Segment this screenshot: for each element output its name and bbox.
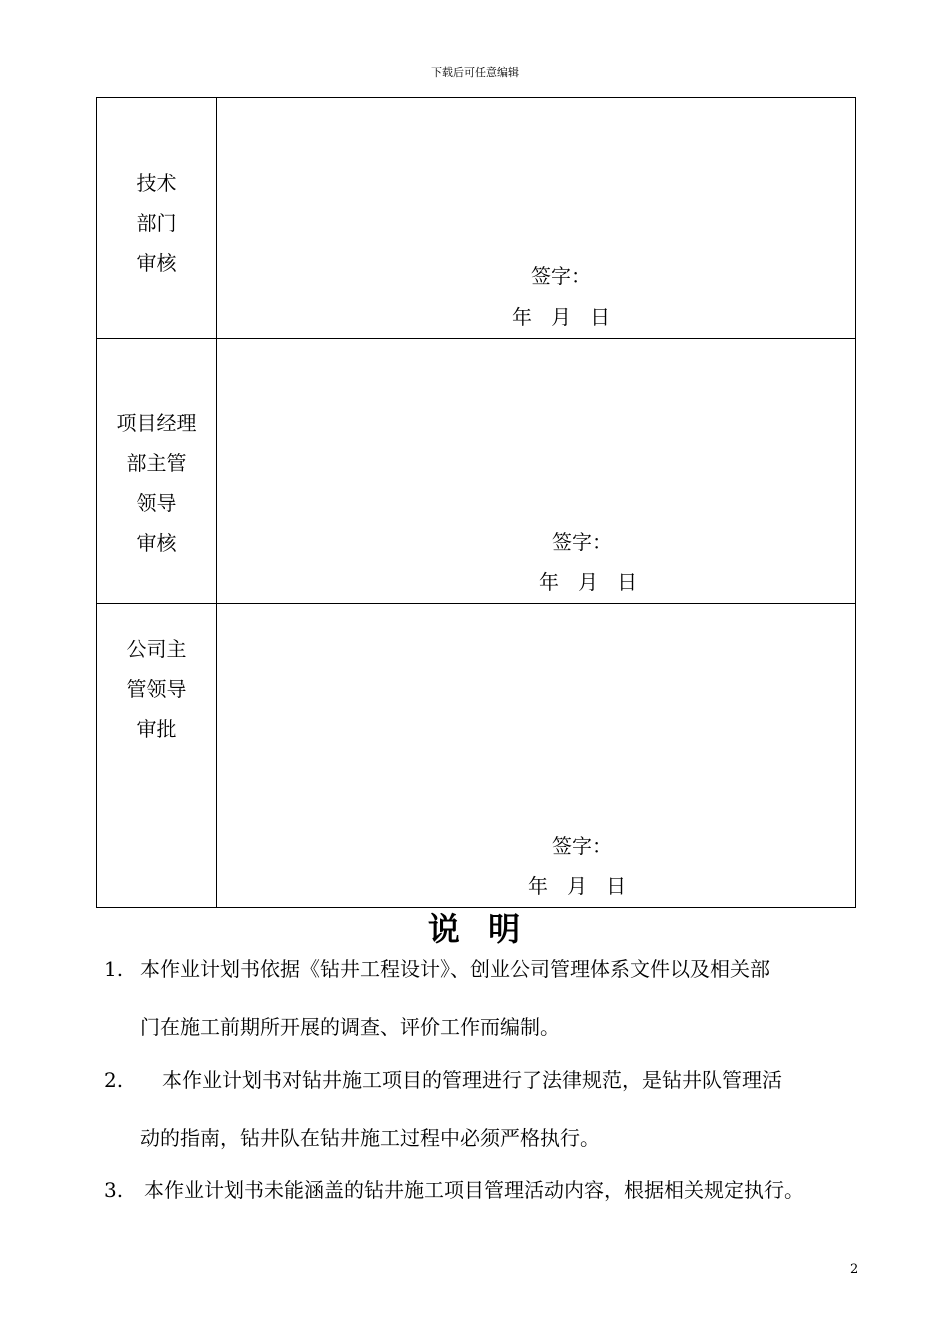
signature-label: 签字： (552, 530, 612, 554)
signature-area[interactable] (217, 604, 856, 908)
signature-area[interactable] (217, 339, 856, 604)
note-line: 本作业计划书依据《钻井工程设计》、创业公司管理体系文件以及相关部 (140, 957, 770, 981)
date-label: 年 月 日 (512, 305, 611, 329)
note-number: 3. (104, 1178, 124, 1202)
signature-label: 签字： (531, 264, 591, 288)
note-line: 本作业计划书对钻井施工项目的管理进行了法律规范，是钻井队管理活 (162, 1068, 782, 1092)
note-number: 2. (104, 1068, 124, 1092)
row-label-cell (97, 604, 217, 908)
row-label-cell (97, 98, 217, 339)
row-label-line: 部门 (136, 211, 177, 235)
row-label-line: 部主管 (126, 451, 187, 475)
row-label-cell (97, 339, 217, 604)
approval-table (96, 97, 856, 908)
row-label-line: 公司主 (126, 637, 187, 661)
signature-area[interactable] (217, 98, 856, 339)
notes-title: 说 明 (427, 910, 523, 948)
note-line: 动的指南，钻井队在钻井施工过程中必须严格执行。 (140, 1126, 600, 1150)
note-line: 门在施工前期所开展的调查、评价工作而编制。 (140, 1015, 560, 1039)
date-label: 年 月 日 (539, 570, 638, 594)
row-label-line: 领导 (136, 491, 177, 515)
table-row (97, 339, 856, 604)
signature-label: 签字： (552, 834, 612, 858)
page-header: 下载后可任意编辑 (431, 66, 519, 79)
row-label-line: 管领导 (126, 677, 187, 701)
row-label-line: 审核 (136, 251, 177, 275)
note-line: 本作业计划书未能涵盖的钻井施工项目管理活动内容，根据相关规定执行。 (144, 1178, 804, 1202)
table-row (97, 604, 856, 908)
row-label-line: 审核 (136, 531, 177, 555)
row-label-line: 技术 (136, 171, 177, 195)
note-number: 1. (104, 957, 124, 981)
table-row (97, 98, 856, 339)
page-number: 2 (850, 1262, 859, 1277)
row-label-line: 项目经理 (116, 411, 197, 435)
date-label: 年 月 日 (528, 874, 627, 898)
row-label-line: 审批 (136, 717, 177, 741)
